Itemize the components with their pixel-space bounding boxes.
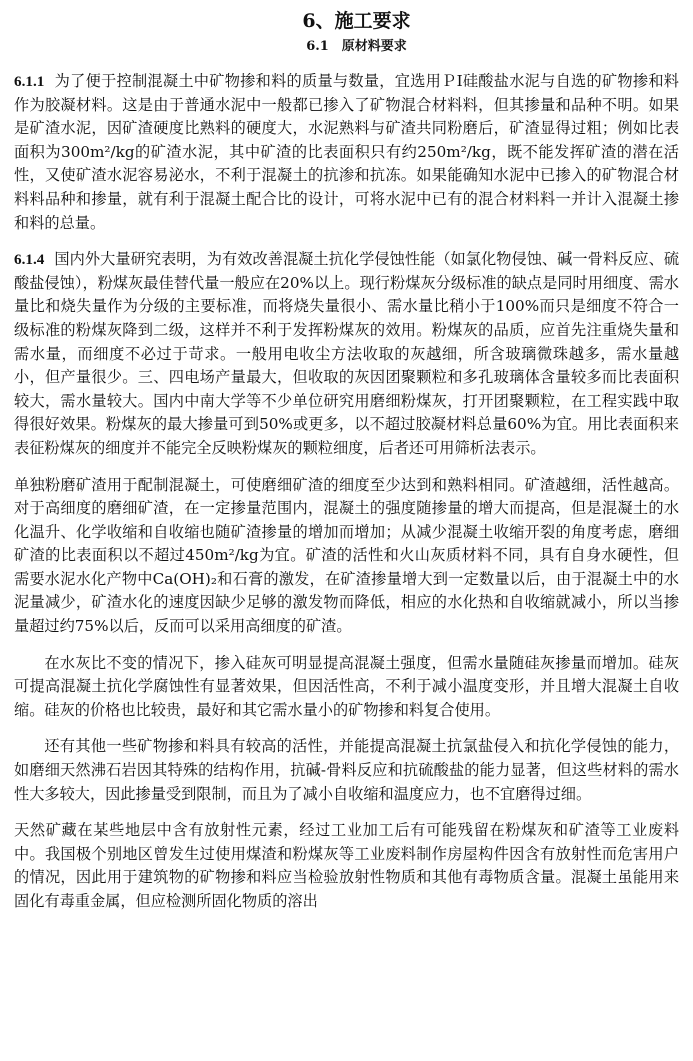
clause-text: 国内外大量研究表明，为有效改善混凝土抗化学侵蚀性能（如氯化物侵蚀、碱一骨料反应、硫酸盐侵蚀），粉煤灰最佳替代量一般应在20%以上。现行粉煤灰分级标准的缺点是同时用细度、需水量比和烧失量作为分级的主要标准，而将烧失量很小、需水量比稍小于100%而只是细度不符合一级标准的粉煤灰降到二级，这样并不利于发挥粉煤灰的效用。粉煤灰的品质，应首先注重烧失量和需水量，而细度不必过于苛求。一般用电收尘方法收取的灰越细，所含玻璃微珠越多，需水量越小，但产量很少。三、四电场产量最大，但收取的灰因团聚颗粒和多孔玻璃体含量较多而比表面积较大，需水量较大。国内中南大学等不少单位研究用磨细粉煤灰，打开团聚颗粒，在工程实践中取得很好效果。粉煤灰的最大掺量可到50%或更多，以不超过胶凝材料总量60%为宜。用比表面积来表征粉煤灰的细度并不能完全反映粉煤灰的颗粒细度，后者还可用筛析法表示。 xyxy=(14,250,679,457)
paragraph-other-admixtures: 还有其他一些矿物掺和料具有较高的活性，并能提高混凝土抗氯盐侵入和抗化学侵蚀的能力，如磨细天然沸石岩因其特殊的结构作用，抗碱-骨料反应和抗硫酸盐的能力显著，但这些材料的需水性大多较大，因此掺量受到限制，而且为了减小自收缩和温度应力，也不宜磨得过细。 xyxy=(14,737,679,803)
clause-number: 6.1.4 xyxy=(14,251,45,269)
section-6-1-1 xyxy=(14,70,679,235)
chapter-heading: 6、施工要求 xyxy=(302,10,411,32)
clause-text: 为了便于控制混凝土中矿物掺和料的质量与数量，宜选用ＰⅠ硅酸盐水泥与自选的矿物掺和料作为胶凝材料。这是由于普通水泥中一般都已掺入了矿物混合材料料，但其掺量和品种不明。如果是矿渣水泥，因矿渣硬度比熟料的硬度大，水泥熟料与矿渣共同粉磨后，矿渣显得过粗；例如比表面积为300m²/kg的矿渣水泥，其中矿渣的比表面积只有约250m²/kg，既不能发挥矿渣的潜在活性，又使矿渣水泥容易泌水，不利于混凝土的抗渗和抗冻。如果能确知水泥中已掺入的矿物混合材料料品种和掺量，就有利于混凝土配合比的设计，可将水泥中已有的混合材料料一并计入混凝土掺和料的总量。 xyxy=(14,72,679,232)
paragraph-radioactivity: 天然矿藏在某些地层中含有放射性元素，经过工业加工后有可能残留在粉煤灰和矿渣等工业废料中。我国极个别地区曾发生过使用煤渣和粉煤灰等工业废料制作房屋构件因含有放射性而危害用户的情况，因此用于建筑物的矿物掺和料应当检验放射性物质和其他有毒物质含量。混凝土虽能用来固化有毒重金属，但应检测所固化物质的溶出 xyxy=(14,821,679,910)
paragraph-silica-fume: 在水灰比不变的情况下，掺入硅灰可明显提高混凝土强度，但需水量随硅灰掺量而增加。硅灰可提高混凝土抗化学腐蚀性有显著效果，但因活性高，不利于减小温度变形，并且增大混凝土自收缩。硅灰的价格也比较贵，最好和其它需水量小的矿物掺和料复合使用。 xyxy=(14,653,679,719)
paragraph-slag: 单独粉磨矿渣用于配制混凝土，可使磨细矿渣的细度至少达到和熟料相同。矿渣越细，活性越高。对于高细度的磨细矿渣，在一定掺量范围内，混凝土的强度随掺量的增大而提高，但是混凝土的水化温升、化学收缩和自收缩也随矿渣掺量的增加而增加；从减少混凝土收缩开裂的角度考虑，磨细矿渣的比表面积以不超过450m²/kg为宜。矿渣的活性和火山灰质材料不同，具有自身水硬性，但需要水泥水化产物中Ca(OH)₂和石膏的激发，在矿渣掺量增大到一定数量以后，由于混凝土中的水泥量减少，矿渣水化的速度因缺少足够的激发物而降低，相应的水化热和自收缩就减小，所以当掺量超过约75%以后，反而可以采用高细度的矿渣。 xyxy=(14,475,679,636)
section-heading: 6.1 原材料要求 xyxy=(306,39,407,54)
clause-number: 6.1.1 xyxy=(14,73,45,90)
section-6-1-4 xyxy=(14,248,679,460)
